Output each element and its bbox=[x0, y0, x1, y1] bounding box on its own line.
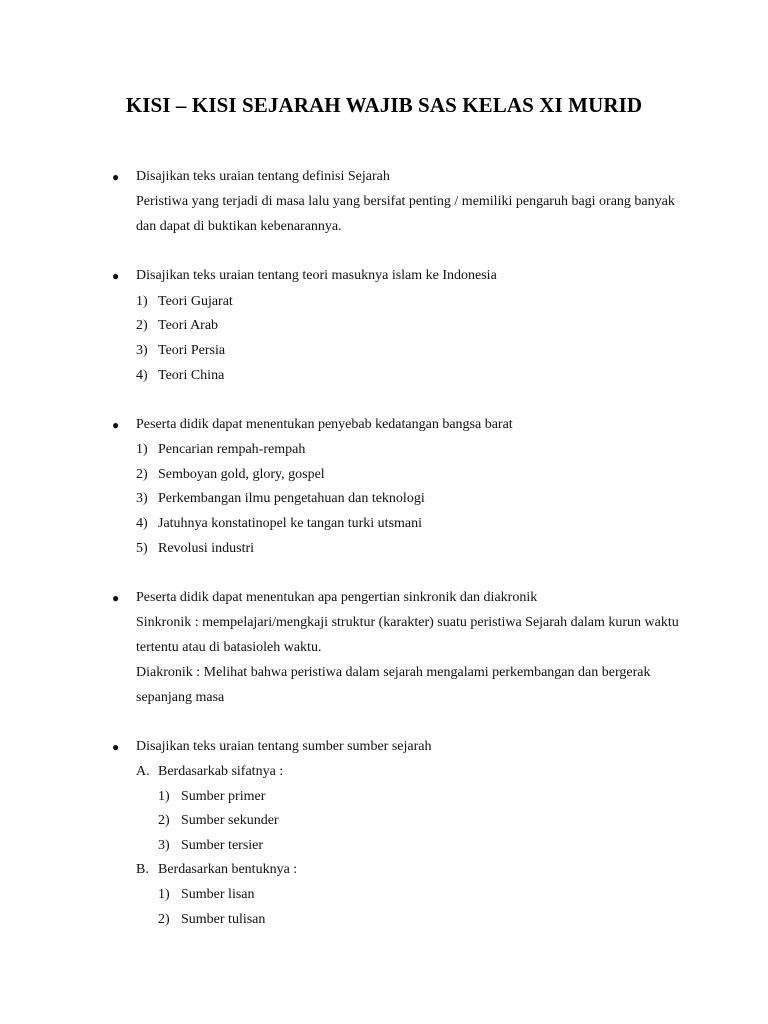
list-item-number: 2) bbox=[136, 318, 148, 333]
list-item: Teori Persia bbox=[158, 343, 226, 358]
section-4-bullet: Peserta didik dapat menentukan apa pengertian sinkronik dan diakronik bbox=[136, 590, 538, 605]
page-title: KISI – KISI SEJARAH WAJIB SAS KELAS XI MURID bbox=[125, 93, 643, 117]
section-3-bullet: Peserta didik dapat menentukan penyebab kedatangan bangsa barat bbox=[136, 417, 513, 432]
group-letter: B. bbox=[136, 862, 149, 877]
list-item-number: 2) bbox=[136, 467, 148, 482]
list-item-number: 2) bbox=[158, 912, 170, 927]
list-item-number: 2) bbox=[158, 813, 170, 828]
list-item-number: 3) bbox=[158, 838, 170, 853]
list-item-number: 1) bbox=[158, 789, 170, 804]
bullet-icon: ● bbox=[112, 740, 120, 754]
section-4-line-2: tertentu atau di batasioleh waktu. bbox=[136, 640, 322, 655]
bullet-icon: ● bbox=[112, 591, 120, 605]
list-item-number: 1) bbox=[136, 442, 148, 457]
list-item-number: 3) bbox=[136, 343, 148, 358]
list-item: Teori Gujarat bbox=[158, 294, 233, 309]
bullet-icon: ● bbox=[112, 418, 120, 432]
list-item-number: 1) bbox=[136, 294, 148, 309]
group-label: Berdasarkan bentuknya : bbox=[158, 862, 298, 877]
list-item: Teori China bbox=[158, 368, 225, 383]
list-item: Jatuhnya konstatinopel ke tangan turki utsmani bbox=[158, 516, 423, 531]
list-item-number: 4) bbox=[136, 516, 148, 531]
list-item: Semboyan gold, glory, gospel bbox=[158, 467, 325, 482]
list-item: Sumber tulisan bbox=[181, 912, 266, 927]
list-item: Sumber tersier bbox=[181, 838, 264, 853]
group-label: Berdasarkab sifatnya : bbox=[158, 764, 284, 779]
list-item: Pencarian rempah-rempah bbox=[158, 442, 306, 457]
section-1-line-2: dan dapat di buktikan kebenarannya. bbox=[136, 219, 342, 234]
section-2-bullet: Disajikan teks uraian tentang teori masuknya islam ke Indonesia bbox=[136, 268, 497, 283]
section-1-bullet: Disajikan teks uraian tentang definisi Sejarah bbox=[136, 169, 390, 184]
group-letter: A. bbox=[136, 764, 150, 779]
section-5-bullet: Disajikan teks uraian tentang sumber sumber sejarah bbox=[136, 739, 432, 754]
list-item-number: 3) bbox=[136, 491, 148, 506]
list-item: Perkembangan ilmu pengetahuan dan teknologi bbox=[158, 491, 425, 506]
list-item-number: 4) bbox=[136, 368, 148, 383]
list-item: Sumber lisan bbox=[181, 887, 255, 902]
list-item: Teori Arab bbox=[158, 318, 219, 333]
section-4-line-1: Sinkronik : mempelajari/mengkaji struktur (karakter) suatu peristiwa Sejarah dalam kurun waktu bbox=[136, 615, 679, 630]
list-item: Sumber sekunder bbox=[181, 813, 279, 828]
section-4-line-4: sepanjang masa bbox=[136, 690, 225, 705]
list-item: Sumber primer bbox=[181, 789, 266, 804]
bullet-icon: ● bbox=[112, 170, 120, 184]
section-1-line-1: Peristiwa yang terjadi di masa lalu yang bersifat penting / memiliki pengaruh bagi orang banyak bbox=[136, 194, 675, 209]
bullet-icon: ● bbox=[112, 269, 120, 283]
list-item: Revolusi industri bbox=[158, 541, 255, 556]
section-4-line-3: Diakronik : Melihat bahwa peristiwa dalam sejarah mengalami perkembangan dan bergerak bbox=[136, 665, 651, 680]
list-item-number: 1) bbox=[158, 887, 170, 902]
list-item-number: 5) bbox=[136, 541, 148, 556]
